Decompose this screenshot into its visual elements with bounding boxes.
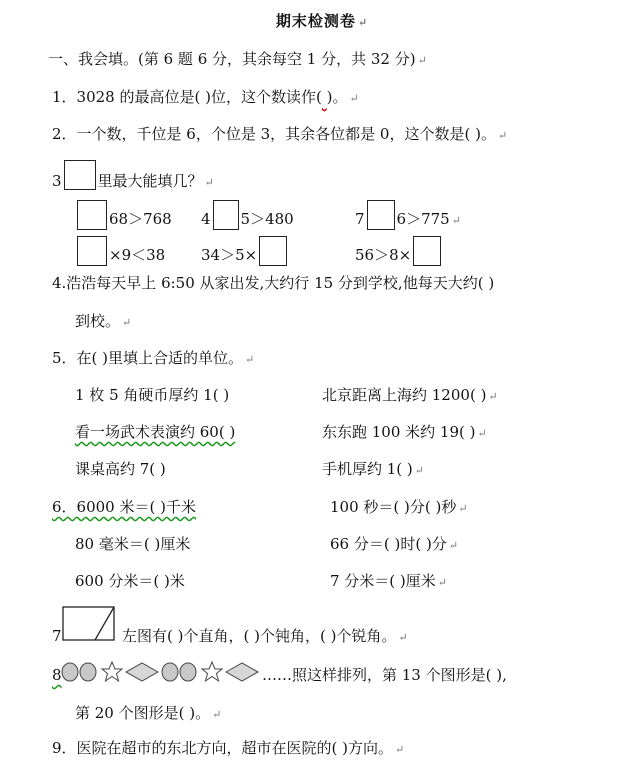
- circle-shape-icon: [80, 663, 96, 681]
- para-mark: ↵: [451, 214, 461, 227]
- q5-text: 5．在( )里填上合适的单位。: [52, 349, 244, 367]
- para-mark: ↵: [245, 353, 255, 366]
- circle-shape-icon: [180, 663, 196, 681]
- para-mark: ↵: [398, 631, 408, 644]
- q3-r1b-text: 5＞480: [240, 210, 294, 228]
- q4-line2: 到校。: [75, 312, 121, 330]
- q8-shape-sequence: [60, 659, 286, 685]
- q8-text: ……照这样排列，第 13 个图形是( ),: [262, 666, 507, 684]
- q5-item-text: 东东跑 100 米约 19( ): [322, 423, 476, 441]
- q6-item: [52, 497, 196, 517]
- question-3: [52, 160, 214, 193]
- q6-item: [75, 571, 185, 591]
- q5-item-text: 课桌高约 7( ): [75, 460, 166, 478]
- q3-r1b-box[interactable]: [213, 200, 239, 230]
- q5-item-text: 看一场武术表演约 60( ): [75, 423, 236, 441]
- circle-shape-icon: [162, 663, 178, 681]
- q3-r2b-prefix: 34＞5×: [201, 246, 258, 264]
- q5-item-text: 1 枚 5 角硬币厚约 1( ): [75, 386, 230, 404]
- q5-item-text: 北京距离上海约 1200( ): [322, 386, 487, 404]
- q3-suffix: 里最大能填几？: [97, 172, 203, 190]
- para-mark: ↵: [458, 502, 468, 515]
- star-shape-icon: [202, 662, 222, 681]
- para-mark: ↵: [122, 316, 132, 329]
- q3-r1b-prefix: 4: [201, 210, 211, 228]
- circle-shape-icon: [62, 663, 78, 681]
- para-mark: ↵: [477, 427, 487, 440]
- question-2: [52, 124, 507, 146]
- q6-item-text: 66 分＝( )时( )分: [330, 535, 447, 553]
- q5-item: [75, 385, 229, 405]
- question-4: [52, 273, 494, 293]
- question-1: [52, 87, 359, 109]
- q6-item: [330, 534, 458, 556]
- para-mark: ↵: [212, 708, 222, 721]
- question-7-text: [122, 626, 408, 648]
- q5-item: [322, 459, 424, 481]
- q5-item: [322, 422, 487, 444]
- q1-mid: )位，这个数读作(: [200, 88, 322, 106]
- q9-text: 9．医院在超市的东北方向，超市在医院的( )方向。: [52, 739, 394, 757]
- q7-figure-rect: [63, 607, 114, 640]
- para-mark: ↵: [395, 743, 405, 756]
- q5-item: [75, 422, 235, 442]
- q6-item-text: 100 秒＝( )分( )秒: [330, 498, 457, 516]
- q3-r1a-box[interactable]: [77, 200, 107, 230]
- q3-r1c-text: 6＞775: [396, 210, 450, 228]
- section-1-text: 一、我会填。(第 6 题 6 分，其余每空 1 分，共 32 分): [48, 50, 416, 68]
- q3-answer-box[interactable]: [64, 160, 96, 190]
- q1-prefix: 1．3028 的最高位是(: [52, 88, 201, 106]
- para-mark: ↵: [349, 92, 359, 105]
- q3-r1c-prefix: 7: [355, 210, 365, 228]
- q5-item: [75, 459, 166, 479]
- para-mark: ↵: [488, 390, 498, 403]
- diamond-shape-icon: [226, 663, 258, 681]
- q3-r2b-box[interactable]: [259, 236, 287, 266]
- q6-item-text: 6．6000 米＝( )千米: [52, 498, 196, 516]
- q3-r1a-text: 68＞768: [109, 210, 172, 228]
- q7-prefix: 7: [52, 627, 62, 645]
- para-mark: ↵: [357, 16, 369, 29]
- q5-item-text: 手机厚约 1( ): [322, 460, 413, 478]
- question-7: [52, 626, 62, 646]
- page-title: [0, 10, 644, 31]
- q3-row2-b: [201, 236, 289, 266]
- q6-item: [330, 497, 468, 519]
- q3-prefix: 3: [52, 172, 62, 190]
- q3-row1-b: [201, 200, 294, 230]
- q6-item-text: 7 分米＝( )厘米: [330, 572, 436, 590]
- q4-line1: 4.浩浩每天早上 6:50 从家出发,大约行 15 分到学校,他每天大约( ): [52, 274, 495, 292]
- diamond-shape-icon: [126, 663, 158, 681]
- q3-row1-a: [75, 200, 172, 230]
- q3-r2a-text: ×9＜38: [109, 246, 166, 264]
- para-mark: ↵: [417, 54, 427, 67]
- q7-text: 左图有( )个直角，( )个钝角，( )个锐角。: [122, 627, 397, 645]
- para-mark: ↵: [414, 464, 425, 477]
- title-text: 期末检测卷: [275, 12, 356, 30]
- question-8-line2: [75, 703, 221, 725]
- question-9: [52, 738, 404, 760]
- q5-item: [322, 385, 498, 407]
- para-mark: ↵: [497, 129, 508, 142]
- section-1-heading: [48, 49, 427, 71]
- para-mark: ↵: [437, 576, 448, 589]
- question-8-text: [262, 665, 507, 685]
- q3-row2-c: [355, 236, 443, 266]
- q3-r2c-box[interactable]: [413, 236, 441, 266]
- q2-text: 2．一个数，千位是 6，个位是 3，其余各位都是 0，这个数是( )。: [52, 125, 496, 143]
- question-4-line2: [75, 311, 131, 333]
- q8-prefix: 8: [52, 666, 62, 684]
- q8-line2: 第 20 个图形是( )。: [75, 704, 211, 722]
- q3-r2c-prefix: 56＞8×: [355, 246, 412, 264]
- q7-figure-diagonal: [95, 607, 114, 640]
- q6-item-text: 80 毫米＝( )厘米: [75, 535, 191, 553]
- para-mark: ↵: [448, 539, 459, 552]
- q3-r2a-box[interactable]: [77, 236, 107, 266]
- q1-suffix: )。: [326, 88, 348, 106]
- q6-item: [75, 534, 190, 554]
- q3-row2-a: [75, 236, 165, 266]
- q7-trapezoid-figure: [62, 606, 116, 642]
- q3-r1c-box[interactable]: [367, 200, 395, 230]
- q6-item: [330, 571, 447, 593]
- q6-item-text: 600 分米＝( )米: [75, 572, 185, 590]
- question-5: [52, 348, 254, 370]
- para-mark: ↵: [204, 176, 214, 189]
- star-shape-icon: [102, 662, 122, 681]
- q3-row1-c: [355, 200, 461, 231]
